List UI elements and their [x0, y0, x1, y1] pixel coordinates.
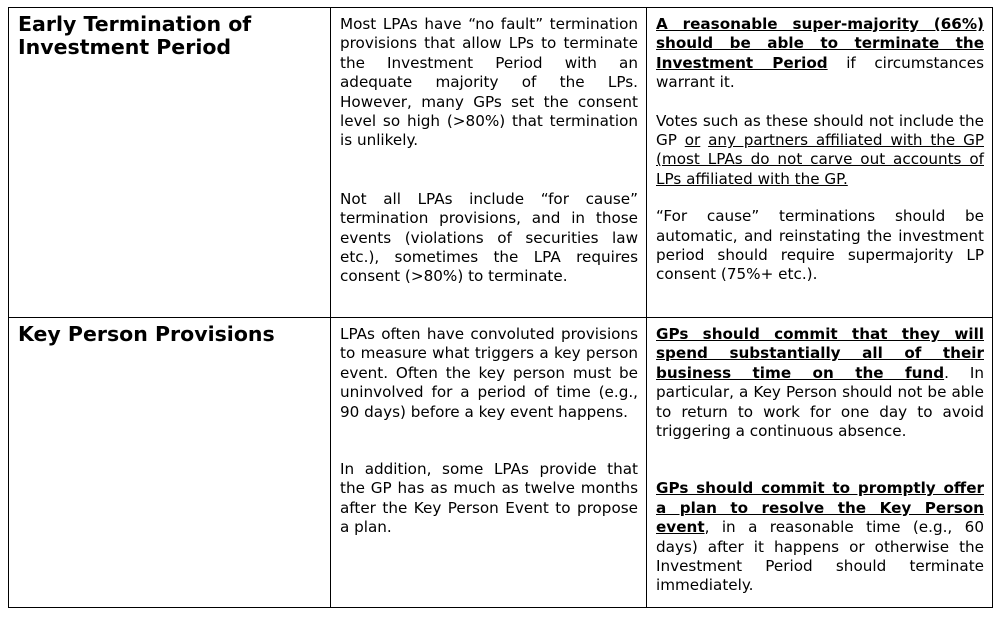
issue-paragraph: Not all LPAs include “for cause” termination provisions, and in those events (violations of securities law etc.), sometimes the LPA requires consent (>80%) to terminate. [340, 189, 638, 286]
row-heading [9, 8, 331, 318]
recommendation-paragraph [656, 479, 984, 595]
recommendation-text [700, 131, 708, 149]
table-row [9, 8, 993, 318]
recommendation-cell [647, 318, 993, 608]
recommendation-underlined: or [684, 131, 701, 150]
row-heading-text: Early Termination of Investment Period [18, 12, 252, 59]
issue-cell [331, 318, 647, 608]
recommendation-underlined: any partners affiliated with the GP (most LPAs do not carve out accounts of LPs affiliated with the GP. [656, 131, 984, 188]
issue-paragraph: Most LPAs have “no fault” termination provisions that allow LPs to terminate the Investment Period with an adequate majority of the LPs. However, many GPs set the consent level so high (>80%) that termination is unlikely. [340, 15, 638, 150]
issue-paragraph: LPAs often have convoluted provisions to measure what triggers a key person event. Often the key person must be uninvolved for a period of time (e.g., 90 days) before a key event happens. [340, 325, 638, 421]
recommendation-text: , in a reasonable time (e.g., 60 days) after it happens or otherwise the Investment Period should terminate immediately. [656, 518, 984, 595]
recommendation-paragraph [656, 112, 984, 190]
recommendation-paragraph: “For cause” terminations should be automatic, and reinstating the investment period should require supermajority LP consent (75%+ etc.). [656, 207, 984, 284]
row-heading-text: Key Person Provisions [18, 322, 275, 346]
recommendation-cell [647, 8, 993, 318]
issue-paragraph: In addition, some LPAs provide that the GP has as much as twelve months after the Key Person Event to propose a plan. [340, 460, 638, 537]
recommendation-emphasis: GPs should commit that they will spend substantially all of their business time on the fund [656, 325, 984, 382]
recommendation-text: if circumstances warrant it. [656, 53, 984, 92]
recommendation-text: . In particular, a Key Person should not be able to return to work for one day to avoid triggering a continuous absence. [656, 363, 984, 441]
lpa-terms-table [8, 7, 993, 608]
recommendation-paragraph [656, 325, 984, 441]
issue-cell [331, 8, 647, 318]
recommendation-emphasis: GPs should commit to promptly offer a plan to resolve the Key Person event [656, 479, 984, 537]
recommendation-text: Votes such as these should not include the GP [656, 111, 984, 150]
table-row [9, 318, 993, 608]
recommendation-emphasis: A reasonable super-majority (66%) should be able to terminate the Investment Period [656, 15, 984, 72]
recommendation-paragraph [656, 15, 984, 93]
row-heading [9, 318, 331, 608]
